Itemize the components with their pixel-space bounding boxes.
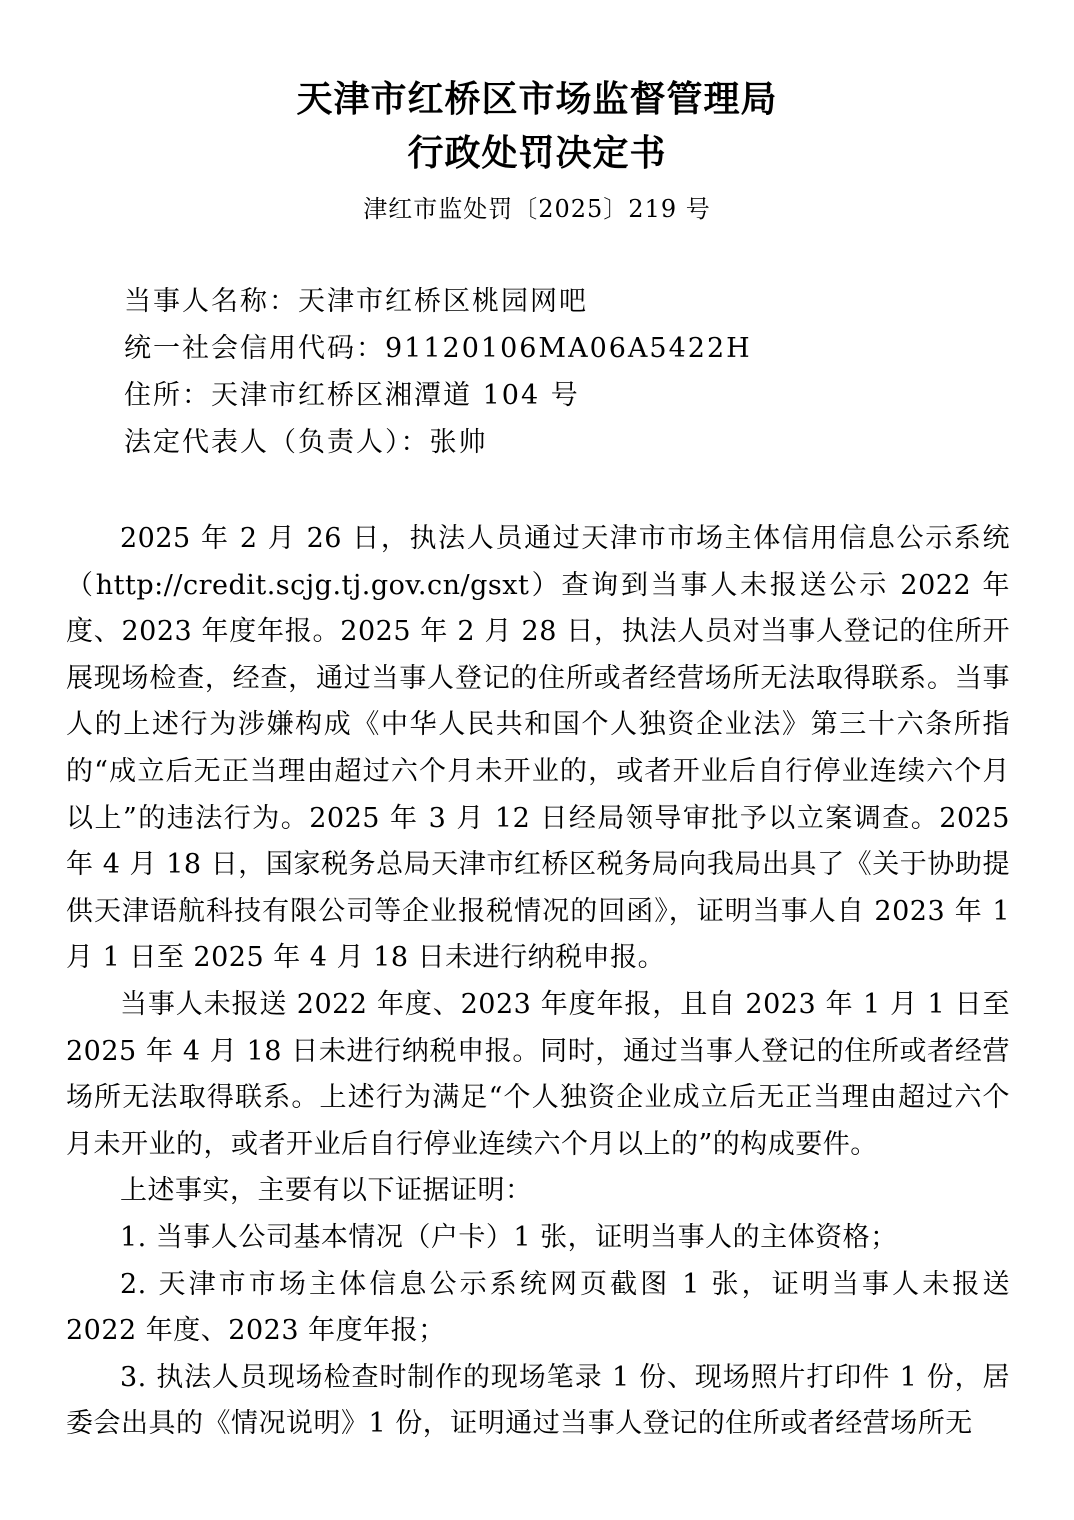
agency-title: 天津市红桥区市场监督管理局 (296, 79, 778, 120)
decision-body (66, 516, 1010, 1448)
party-name: 当事人名称：天津市红桥区桃园网吧 (124, 286, 588, 317)
document-number: 津红市监处罚〔2025〕219 号 (363, 195, 711, 223)
facts-paragraph: 2025 年 2 月 26 日，执法人员通过天津市市场主体信用信息公示系统（http://credit.scjg.tj.gov.cn/gsxt）查询到当事人未报送公示 2022 年度、2023 年度年报。2025 年 2 月 28 日，执法人员对当事人登记的住所开展现场检查，经查，通过当事人登记的住所或者经营场所无法取得联系。当事人的上述行为涉嫌构成《中华人民共和国个人独资企业法》第三十六条所指的“成立后无正当理由超过六个月未开业的，或者开业后自行停业连续六个月以上”的违法行为。2025 年 3 月 12 日经局领导审批予以立案调查。2025 年 4 月 18 日，国家税务总局天津市红桥区税务局向我局出具了《关于协助提供天津语航科技有限公司等企业报税情况的回函》，证明当事人自 2023 年 1 月 1 日至 2025 年 4 月 18 日未进行纳税申报。 (66, 523, 1010, 974)
evidence-item-3: 3. 执法人员现场检查时制作的现场笔录 1 份、现场照片打印件 1 份，居委会出具的《情况说明》1 份，证明通过当事人登记的住所或者经营场所无 (66, 1361, 1010, 1440)
party-address: 住所：天津市红桥区湘潭道 104 号 (124, 380, 580, 411)
document-type-title: 行政处罚决定书 (407, 133, 667, 174)
party-credit-code: 统一社会信用代码：91120106MA06A5422H (124, 333, 752, 364)
violation-paragraph: 当事人未报送 2022 年度、2023 年度年报，且自 2023 年 1 月 1 日至 2025 年 4 月 18 日未进行纳税申报。同时，通过当事人登记的住所或者经营场所无法取得联系。上述行为满足“个人独资企业成立后无正当理由超过六个月未开业的，或者开业后自行停业连续六个月以上的”的构成要件。 (66, 988, 1010, 1160)
evidence-item-2: 2. 天津市市场主体信息公示系统网页截图 1 张，证明当事人未报送 2022 年度、2023 年度年报； (66, 1268, 1010, 1347)
evidence-item-1: 1. 当事人公司基本情况（户卡）1 张，证明当事人的主体资格； (120, 1221, 898, 1253)
evidence-intro: 上述事实，主要有以下证据证明： (120, 1175, 533, 1207)
party-representative: 法定代表人（负责人）：张帅 (124, 427, 488, 458)
